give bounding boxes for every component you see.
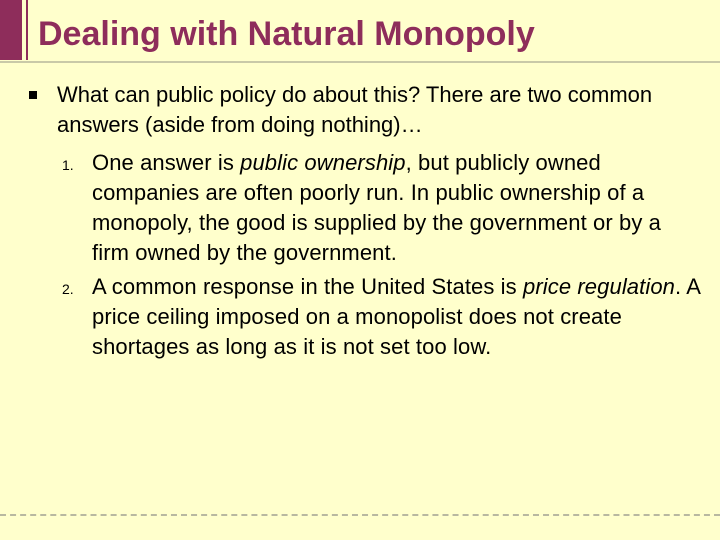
title-divider (0, 61, 720, 63)
numbered-item-2 (62, 272, 706, 362)
bullet-text: What can public policy do about this? There are two common answers (aside from doing nothing)… (57, 82, 653, 137)
item-emphasis: public ownership (240, 150, 406, 175)
item-emphasis: price regulation (522, 274, 676, 299)
item-text-end: , but publicly owned companies are often poorly run. In public ownership of a monopoly, the good is supplied by the government or by a firm owned by the government. (92, 150, 661, 265)
bullet-item (26, 80, 706, 140)
square-bullet-icon (29, 91, 37, 99)
numbered-list (62, 148, 706, 362)
item-text-start: One answer is (92, 150, 241, 175)
title-accent-bar (0, 0, 22, 60)
item-text-start: A common response in the United States is (92, 274, 523, 299)
item-number: 2. (62, 281, 74, 297)
item-text (92, 148, 700, 268)
slide-content (26, 80, 706, 366)
numbered-item-1 (62, 148, 706, 268)
item-text-end: . A price ceiling imposed on a monopolist does not create shortages as long as it is not set too low. (92, 274, 700, 359)
footer-dashed-divider (0, 514, 720, 516)
item-text (92, 272, 700, 362)
item-number: 1. (62, 157, 74, 173)
slide-title: Dealing with Natural Monopoly (38, 15, 535, 53)
